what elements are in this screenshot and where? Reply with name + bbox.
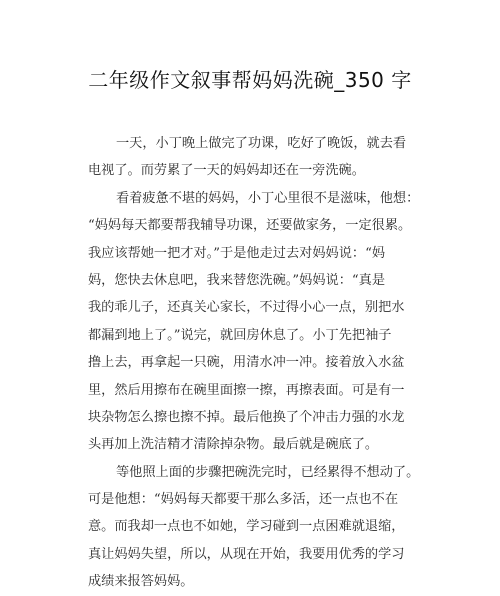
essay-line: 可是他想：“妈妈每天都要干那么多活，还一点也不在: [88, 492, 399, 508]
essay-line: 都漏到地上了。”说完，就回房休息了。小丁先把袖子: [88, 327, 392, 343]
essay-line: 里，然后用擦布在碗里面擦一擦，再擦表面。可是有一: [88, 382, 405, 398]
essay-line: 一天，小丁晚上做完了功课，吃好了晚饭，就去看: [116, 136, 407, 151]
essay-line: 妈，您快去休息吧，我来替您洗碗。”妈妈说：“真是: [88, 272, 386, 288]
document-title: 二年级作文叙事帮妈妈洗碗_350 字: [88, 68, 412, 92]
essay-line: 撸上去，再拿起一只碗，用清水冲一冲。接着放入水盆: [88, 355, 405, 371]
essay-line: 看着疲惫不堪的妈妈，小丁心里很不是滋味，他想：: [116, 190, 420, 206]
essay-line: 头再加上洗洁精才清除掉杂物。最后就是碗底了。: [88, 437, 379, 453]
essay-line: 块杂物怎么擦也擦不掉。最后他换了个冲击力强的水龙: [88, 409, 405, 425]
essay-line: 我应该帮她一把才对。”于是他走过去对妈妈说：“妈: [88, 245, 386, 261]
essay-line: 成绩来报答妈妈。: [88, 574, 194, 590]
essay-line: 意。而我却一点也不如她，学习碰到一点困难就退缩，: [88, 519, 405, 535]
essay-line: 电视了。而劳累了一天的妈妈却还在一旁洗碗。: [88, 163, 365, 179]
essay-body: [88, 130, 424, 596]
essay-line: 真让妈妈失望，所以，从现在开始，我要用优秀的学习: [88, 546, 405, 562]
essay-line: 等他照上面的步骤把碗洗完时，已经累得不想动了。: [116, 464, 420, 480]
essay-line: “妈妈每天都要帮我辅导功课，还要做家务，一定很累。: [88, 218, 412, 234]
essay-line: 我的乖儿子，还真关心家长，不过得小心一点，别把水: [88, 300, 405, 316]
